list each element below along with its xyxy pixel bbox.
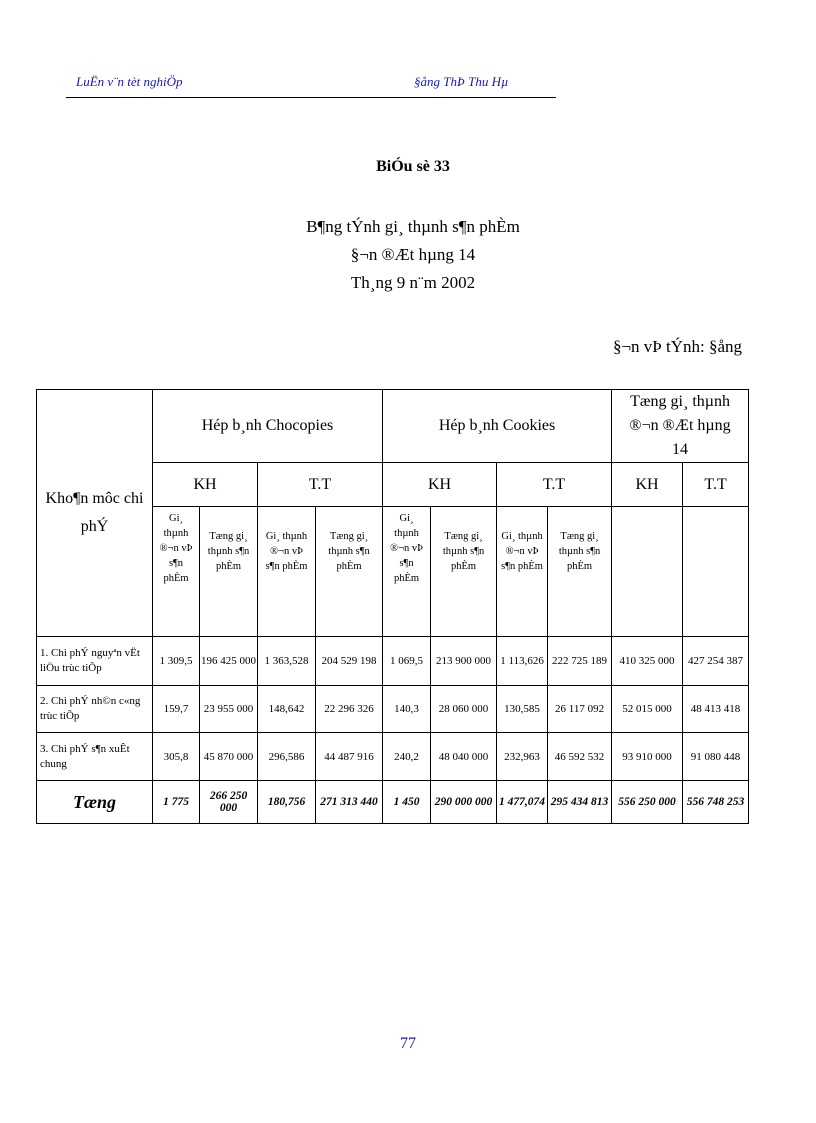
total-cell: 1 477,074	[497, 781, 548, 824]
group-header-cookies: Hép b¸nh Cookies	[383, 390, 612, 463]
cell: 1 363,528	[258, 637, 316, 686]
cell: 22 296 326	[316, 686, 383, 733]
cell: 46 592 532	[548, 733, 612, 781]
cell: 1 069,5	[383, 637, 431, 686]
table-row	[37, 686, 749, 733]
total-label: Tæng	[37, 781, 153, 824]
cell: 93 910 000	[612, 733, 683, 781]
cost-table	[36, 389, 749, 824]
total-cell: 180,756	[258, 781, 316, 824]
total-cell: 271 313 440	[316, 781, 383, 824]
total-cell: 290 000 000	[431, 781, 497, 824]
cell: 44 487 916	[316, 733, 383, 781]
total-cell: 556 748 253	[683, 781, 749, 824]
total-cell: 295 434 813	[548, 781, 612, 824]
table-row	[37, 637, 749, 686]
cell: 240,2	[383, 733, 431, 781]
detail-header-unit-cost: Gi¸ thµnh ®¬n vÞ s¶n phÈm	[153, 507, 200, 637]
cell: 26 117 092	[548, 686, 612, 733]
total-cell: 266 250 000	[200, 781, 258, 824]
subheader-tt: T.T	[258, 463, 383, 507]
detail-header-empty	[612, 507, 683, 637]
detail-header-unit-cost: Gi¸ thµnh ®¬n vÞ s¶n phÈm	[497, 507, 548, 637]
table-row	[37, 733, 749, 781]
row-label: 3. Chi phÝ s¶n xuÊt chung	[37, 733, 153, 781]
cell: 213 900 000	[431, 637, 497, 686]
header-author-name: §ång ThÞ Thu Hµ	[414, 74, 509, 89]
cell: 91 080 448	[683, 733, 749, 781]
cell: 140,3	[383, 686, 431, 733]
cell: 52 015 000	[612, 686, 683, 733]
header-divider	[66, 97, 556, 98]
cell: 148,642	[258, 686, 316, 733]
cell: 232,963	[497, 733, 548, 781]
corner-header: Kho¶n môc chi phÝ	[37, 390, 153, 637]
subtitle-line-2: §¬n ®Æt hµng 14	[350, 245, 476, 264]
cell: 28 060 000	[431, 686, 497, 733]
cell: 23 955 000	[200, 686, 258, 733]
subheader-kh: KH	[383, 463, 497, 507]
cell: 410 325 000	[612, 637, 683, 686]
cell: 45 870 000	[200, 733, 258, 781]
cell: 159,7	[153, 686, 200, 733]
total-cell: 556 250 000	[612, 781, 683, 824]
total-row	[37, 781, 749, 824]
subtitle-line-3: Th¸ng 9 n¨m 2002	[350, 273, 476, 292]
cell: 48 040 000	[431, 733, 497, 781]
cell: 48 413 418	[683, 686, 749, 733]
total-cell: 1 450	[383, 781, 431, 824]
detail-header-empty	[683, 507, 749, 637]
cell: 427 254 387	[683, 637, 749, 686]
header-thesis-label: LuËn v¨n tèt nghiÖp	[76, 74, 183, 89]
group-header-chocopies: Hép b¸nh Chocopies	[153, 390, 383, 463]
total-cell: 1 775	[153, 781, 200, 824]
page-number: 77	[400, 1035, 416, 1052]
cell: 296,586	[258, 733, 316, 781]
row-label: 2. Chi phÝ nh©n c«ng trùc tiÕp	[37, 686, 153, 733]
detail-header-total-cost: Tæng gi¸ thµnh s¶n phÈm	[316, 507, 383, 637]
subheader-tt: T.T	[497, 463, 612, 507]
unit-note: §¬n vÞ tÝnh: §ång	[612, 337, 742, 356]
subheader-kh: KH	[612, 463, 683, 507]
row-label: 1. Chi phÝ nguyªn vËt liÖu trùc tiÕp	[37, 637, 153, 686]
cell: 204 529 198	[316, 637, 383, 686]
group-header-total: Tæng gi¸ thµnh ®¬n ®Æt hµng 14	[612, 390, 749, 463]
cell: 1 113,626	[497, 637, 548, 686]
cell: 196 425 000	[200, 637, 258, 686]
cell: 222 725 189	[548, 637, 612, 686]
detail-header-unit-cost: Gi¸ thµnh ®¬n vÞ s¶n phÈm	[258, 507, 316, 637]
detail-header-total-cost: Tæng gi¸ thµnh s¶n phÈm	[431, 507, 497, 637]
cell: 1 309,5	[153, 637, 200, 686]
subheader-kh: KH	[153, 463, 258, 507]
detail-header-total-cost: Tæng gi¸ thµnh s¶n phÈm	[200, 507, 258, 637]
page-title: BiÓu sè 33	[376, 158, 450, 175]
subheader-tt: T.T	[683, 463, 749, 507]
detail-header-total-cost: Tæng gi¸ thµnh s¶n phÈm	[548, 507, 612, 637]
detail-header-unit-cost: Gi¸ thµnh ®¬n vÞ s¶n phÈm	[383, 507, 431, 637]
cell: 130,585	[497, 686, 548, 733]
cell: 305,8	[153, 733, 200, 781]
subtitle-line-1: B¶ng tÝnh gi¸ thµnh s¶n phÈm	[306, 217, 520, 236]
